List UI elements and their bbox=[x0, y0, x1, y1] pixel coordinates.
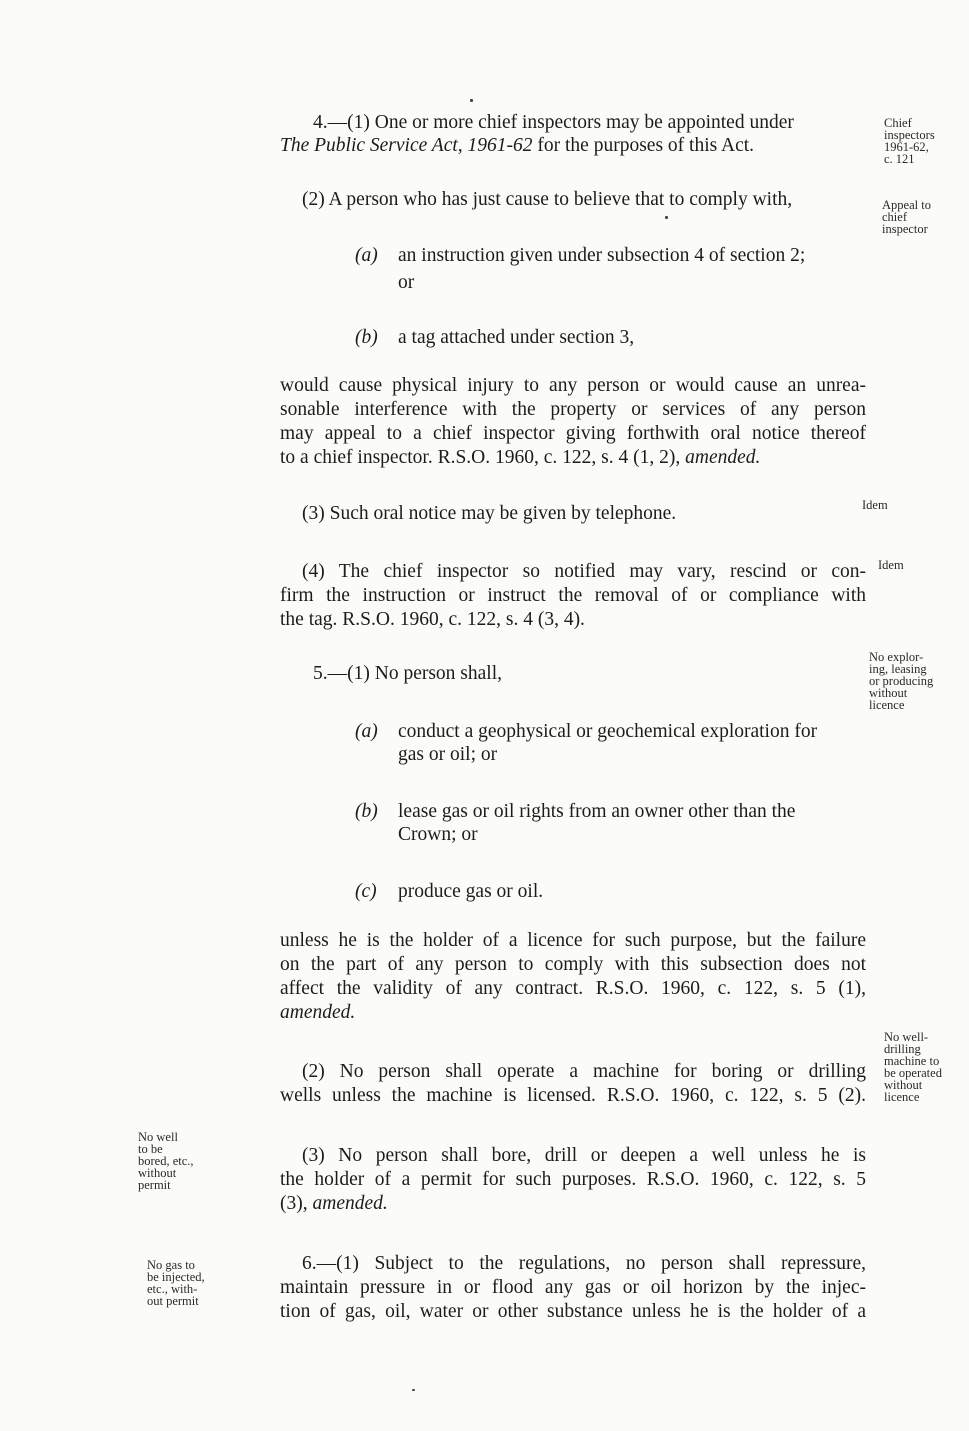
scan-speck bbox=[665, 216, 668, 219]
margin-note-no-well-drilling: No well- drilling machine to be operated without licence bbox=[884, 1030, 942, 1104]
s5-1-b-line2: Crown; or bbox=[398, 824, 478, 845]
s4-2-continuation bbox=[280, 374, 866, 470]
s5-1-b-label: (b) bbox=[355, 801, 378, 822]
s4-2-cont-last: to a chief inspector. R.S.O. 1960, c. 122, s. 4 (1, 2), amended. bbox=[280, 447, 761, 468]
s6-1-line: tion of gas, oil, water or other substance unless he is the holder of a bbox=[280, 1301, 866, 1322]
s5-3-line1: (3) No person shall bore, drill or deepen a well unless he is bbox=[302, 1145, 866, 1166]
s4-4-last: the tag. R.S.O. 1960, c. 122, s. 4 (3, 4). bbox=[280, 609, 585, 630]
s4-2-b-text: a tag attached under section 3, bbox=[398, 327, 635, 348]
s5-2-line1: (2) No person shall operate a machine for boring or drilling bbox=[302, 1061, 866, 1082]
scan-speck bbox=[412, 1389, 415, 1391]
s4-1-line1: 4.—(1) One or more chief inspectors may be appointed under bbox=[313, 112, 794, 133]
s4-2-a-line2: or bbox=[398, 272, 415, 293]
s5-3-line2: the holder of a permit for such purposes. R.S.O. 1960, c. 122, s. 5 bbox=[280, 1169, 866, 1190]
s4-1-line2 bbox=[280, 134, 754, 158]
s5-2-line2: wells unless the machine is licensed. R.S.O. 1960, c. 122, s. 5 (2). bbox=[280, 1085, 866, 1106]
s5-2-block bbox=[280, 1060, 866, 1108]
s5-1-a-line2: gas or oil; or bbox=[398, 744, 498, 765]
s4-1-line2-rest: for the purposes of this Act. bbox=[532, 135, 755, 156]
s5-1-c-label: (c) bbox=[355, 881, 377, 902]
s4-4-line: firm the instruction or instruct the removal of or compliance with bbox=[280, 585, 866, 606]
margin-note-idem: Idem bbox=[878, 558, 904, 572]
s5-3-line3: (3), amended. bbox=[280, 1193, 388, 1214]
margin-note-no-well-bored: No well to be bored, etc., without permit bbox=[138, 1130, 194, 1192]
public-service-act-title: The Public Service Act, 1961-62 bbox=[280, 135, 533, 156]
margin-note-no-exploring: No explor- ing, leasing or producing without licence bbox=[869, 650, 934, 712]
s5-1-b-line1: lease gas or oil rights from an owner other than the bbox=[398, 801, 796, 822]
s5-1-cont-line: affect the validity of any contract. R.S.O. 1960, c. 122, s. 5 (1), bbox=[280, 978, 866, 999]
s6-1-block bbox=[280, 1252, 866, 1324]
s5-1-a-line1: conduct a geophysical or geochemical exploration for bbox=[398, 721, 818, 742]
s4-2-cont-line: sonable interference with the property or services of any person bbox=[280, 399, 866, 420]
s5-1-c-text: produce gas or oil. bbox=[398, 881, 544, 902]
margin-note-idem: Idem bbox=[862, 498, 888, 512]
s4-2-intro: (2) A person who has just cause to believe that to comply with, bbox=[302, 189, 793, 210]
s4-4-block bbox=[280, 560, 866, 632]
s4-3-text: (3) Such oral notice may be given by telephone. bbox=[302, 503, 677, 524]
s4-2-b-label: (b) bbox=[355, 327, 378, 348]
s4-2-cont-line: would cause physical injury to any person or would cause an unrea- bbox=[280, 375, 866, 396]
s4-2-cont-line: may appeal to a chief inspector giving forthwith oral notice thereof bbox=[280, 423, 866, 444]
scan-speck bbox=[470, 99, 473, 102]
s5-3-block bbox=[280, 1144, 866, 1216]
s5-1-cont-last: amended. bbox=[280, 1002, 356, 1023]
s5-1-cont-line: on the part of any person to comply with this subsection does not bbox=[280, 954, 866, 975]
s5-1-a-label: (a) bbox=[355, 721, 378, 742]
s6-1-line: 6.—(1) Subject to the regulations, no person shall repressure, bbox=[302, 1253, 866, 1274]
s6-1-line: maintain pressure in or flood any gas or oil horizon by the injec- bbox=[280, 1277, 866, 1298]
s4-4-line: (4) The chief inspector so notified may vary, rescind or con- bbox=[302, 561, 866, 582]
s4-2-a-line1: an instruction given under subsection 4 of section 2; bbox=[398, 245, 806, 266]
margin-note-chief-inspectors: Chief inspectors 1961-62, c. 121 bbox=[884, 116, 935, 166]
s4-2-a-label: (a) bbox=[355, 245, 378, 266]
margin-note-no-gas-injected: No gas to be injected, etc., with- out permit bbox=[147, 1258, 205, 1308]
s5-1-cont-line: unless he is the holder of a licence for such purpose, but the failure bbox=[280, 930, 866, 951]
s5-1-intro: 5.—(1) No person shall, bbox=[313, 663, 503, 684]
s5-1-continuation bbox=[280, 929, 866, 1025]
margin-note-appeal: Appeal to chief inspector bbox=[882, 198, 931, 236]
